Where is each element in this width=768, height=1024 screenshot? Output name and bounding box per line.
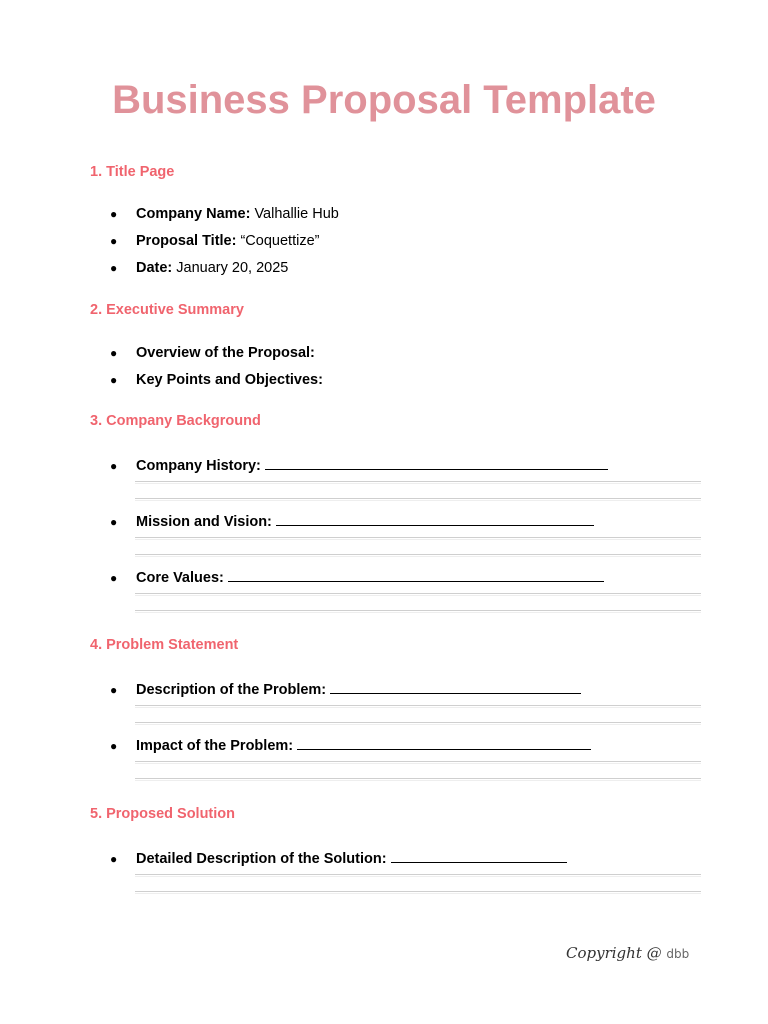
field-value: “Coquettize”	[236, 233, 320, 249]
writing-line	[135, 554, 701, 555]
bullet-icon: ●	[110, 852, 118, 866]
list-item-problem-impact	[110, 735, 591, 755]
copyright-label: Copyright @	[566, 944, 662, 962]
section-heading-executive-summary: 2. Executive Summary	[90, 302, 244, 318]
copyright-notice	[566, 944, 689, 962]
field-label: Company Name:	[136, 206, 251, 222]
copyright-owner: dbb	[666, 947, 690, 961]
field-label: Company History:	[136, 458, 261, 474]
writing-line	[135, 537, 701, 538]
bullet-icon: ●	[110, 261, 118, 275]
field-label: Core Values:	[136, 570, 224, 586]
writing-line	[135, 481, 701, 482]
list-item-core-values	[110, 567, 604, 587]
writing-line	[135, 874, 701, 875]
field-label: Mission and Vision:	[136, 514, 272, 530]
writing-line	[135, 891, 701, 892]
field-value: Valhallie Hub	[250, 206, 339, 222]
writing-line	[135, 722, 701, 723]
list-item-overview	[110, 344, 315, 362]
fill-in-blank[interactable]	[276, 511, 594, 526]
bullet-icon: ●	[110, 683, 118, 697]
section-heading-company-background: 3. Company Background	[90, 413, 261, 429]
fill-in-blank[interactable]	[265, 455, 608, 470]
field-label: Overview of the Proposal:	[136, 345, 315, 361]
field-label: Key Points and Objectives:	[136, 372, 323, 388]
list-item-key-points	[110, 371, 323, 389]
bullet-icon: ●	[110, 346, 118, 360]
bullet-icon: ●	[110, 373, 118, 387]
section-heading-proposed-solution: 5. Proposed Solution	[90, 806, 236, 822]
field-value: January 20, 2025	[172, 260, 289, 276]
writing-line	[135, 610, 701, 611]
bullet-icon: ●	[110, 571, 118, 585]
writing-line	[135, 778, 701, 779]
bullet-icon: ●	[110, 515, 118, 529]
writing-line	[135, 705, 701, 706]
list-item-mission-vision	[110, 511, 594, 531]
fill-in-blank[interactable]	[228, 567, 604, 582]
list-item-company-history	[110, 455, 608, 475]
section-heading-problem-statement: 4. Problem Statement	[90, 637, 239, 653]
field-label: Description of the Problem:	[136, 682, 327, 698]
list-item-proposal-title	[110, 232, 319, 250]
list-item-problem-description	[110, 679, 581, 699]
bullet-icon: ●	[110, 207, 118, 221]
field-label: Proposal Title:	[136, 233, 237, 249]
fill-in-blank[interactable]	[297, 735, 591, 750]
writing-line	[135, 761, 701, 762]
bullet-icon: ●	[110, 459, 118, 473]
field-label: Date:	[136, 260, 173, 276]
section-heading-title-page: 1. Title Page	[90, 164, 175, 180]
field-label: Detailed Description of the Solution:	[136, 851, 387, 867]
bullet-icon: ●	[110, 234, 118, 248]
list-item-date	[110, 259, 288, 277]
document-title: Business Proposal Template	[112, 78, 656, 122]
fill-in-blank[interactable]	[330, 679, 581, 694]
writing-line	[135, 593, 701, 594]
list-item-solution-description	[110, 848, 567, 868]
field-label: Impact of the Problem:	[136, 738, 294, 754]
writing-line	[135, 498, 701, 499]
fill-in-blank[interactable]	[391, 848, 567, 863]
list-item-company-name	[110, 205, 339, 223]
bullet-icon: ●	[110, 739, 118, 753]
